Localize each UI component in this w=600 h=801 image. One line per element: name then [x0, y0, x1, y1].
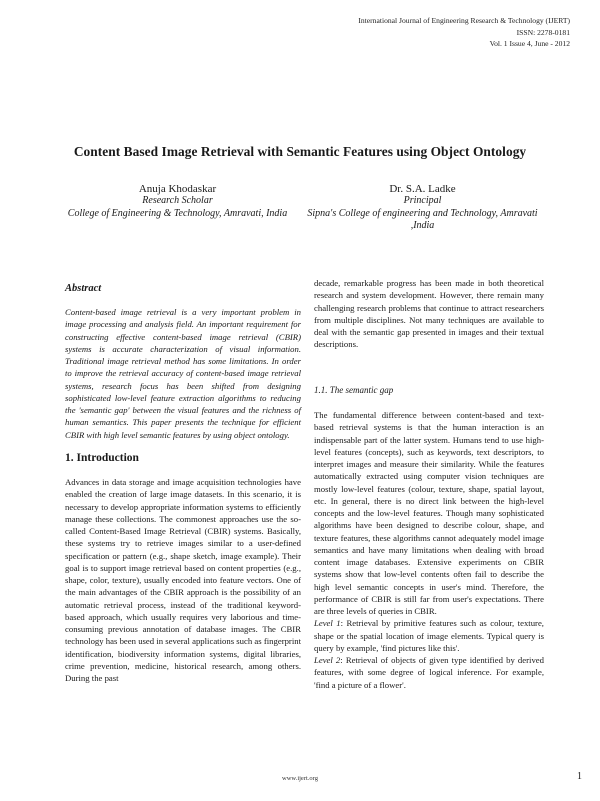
introduction-heading: 1. Introduction — [65, 452, 139, 464]
introduction-text — [65, 476, 301, 684]
author-name: Anuja Khodaskar — [138, 183, 217, 195]
right-column-continuation — [314, 277, 544, 351]
abstract-text — [65, 306, 301, 441]
footer-url: www.ijert.org — [282, 775, 318, 782]
author-role: Research Scholar — [142, 195, 213, 207]
level-1-label: Level 1 — [314, 618, 341, 629]
author-affiliation: College of Engineering & Technology, Amravati, India — [67, 207, 288, 219]
abstract-heading: Abstract — [65, 283, 102, 294]
author-2 — [300, 183, 545, 233]
paper-title: Content Based Image Retrieval with Semantic Features using Object Ontology — [73, 144, 527, 159]
journal-volume: Vol. 1 Issue 4, June - 2012 — [489, 39, 570, 48]
level-1-text: : Retrieval by primitive features such as colour, texture, shape or the spatial location of image elements. Typical query is query by example, 'find pictures like this'. — [314, 618, 544, 653]
journal-header — [358, 15, 570, 50]
author-role: Principal — [403, 195, 442, 207]
continuation-paragraph: decade, remarkable progress has been made in both theoretical research and system development. However, there remain many challenging research problems that continue to attract researchers from multiple disciplines. Not many techniques are available to deal with the semantic gap presented in images and their textual descriptions. — [314, 278, 544, 350]
author-1 — [55, 183, 300, 220]
level-2-paragraph — [314, 654, 544, 691]
journal-issn: ISSN: 2278-0181 — [516, 27, 570, 37]
abstract-paragraph: Content-based image retrieval is a very important problem in image processing and analysis field. An important requirement for constructing effective content-based image retrieval (CBIR) systems is accurate characterization of visual information. Traditional image retrieval method has some limitations. In order to improve the retrieval accuracy of content-based image retrieval systems, research focus has been shifted from designing sophisticated low-level feature extraction algorithms to reducing the 'semantic gap' between the visual features and the richness of human semantics. This paper presents the technique for efficient CBIR with high level semantic features by using object ontology. — [65, 307, 301, 440]
author-affiliation: Sipna's College of engineering and Technology, Amravati ,India — [307, 207, 538, 232]
page-number: 1 — [577, 771, 582, 782]
level-2-label: Level 2 — [314, 655, 341, 665]
journal-name: International Journal of Engineering Research & Technology (IJERT) — [358, 16, 570, 25]
semantic-gap-paragraph: The fundamental difference between content-based and text-based retrieval systems is that the human interaction is an indispensable part of the latter system. Humans tend to use high-level features (concepts), such as keywords, text descriptors, to interpret images and measure their similarity. While the features automatically extracted using computer vision techniques are mostly low-level features (colour, texture, shape, spatial layout, etc. In general, there is no direct link between the high-level concepts and the low-level features. Though many sophisticated algorithms have been designed to describe colour, shape, and texture features, these algorithms cannot adequately model image semantics and have many limitations when dealing with broad content image databases. Extensive experiments on CBIR systems show that low-level contents often fail to describe the high level semantic concepts in user's mind. Therefore, the performance of CBIR is still far from user's expectations. There are three levels of queries in CBIR. — [314, 410, 544, 616]
subsection-heading: 1.1. The semantic gap — [314, 385, 394, 395]
level-1-paragraph — [314, 617, 544, 654]
introduction-paragraph: Advances in data storage and image acquisition technologies have enabled the creation of large image datasets. In this scenario, it is necessary to develop appropriate information systems to efficiently manage these collections. The commonest approaches use the so-called Content-Based Image Retrieval (CBIR) systems. Basically, these systems try to retrieve images similar to a user-defined specification or pattern (e.g., shape sketch, image example). Their goal is to support image retrieval based on content properties (e.g., shape, color, texture), usually encoded into feature vectors. One of the main advantages of the CBIR approach is the possibility of an automatic retrieval process, instead of the traditional keyword-based approach, which usually requires very laborious and time-consuming previous annotation of database images. The CBIR technology has been used in several applications such as fingerprint identification, biodiversity information systems, digital libraries, crime prevention, medicine, historical research, among others. During the past — [65, 477, 301, 683]
semantic-gap-section — [314, 409, 544, 691]
level-2-text: : Retrieval of objects of given type identified by derived features, with some degree of logical inference. For example, 'find a picture of a flower'. — [314, 655, 544, 690]
author-name: Dr. S.A. Ladke — [389, 183, 456, 195]
